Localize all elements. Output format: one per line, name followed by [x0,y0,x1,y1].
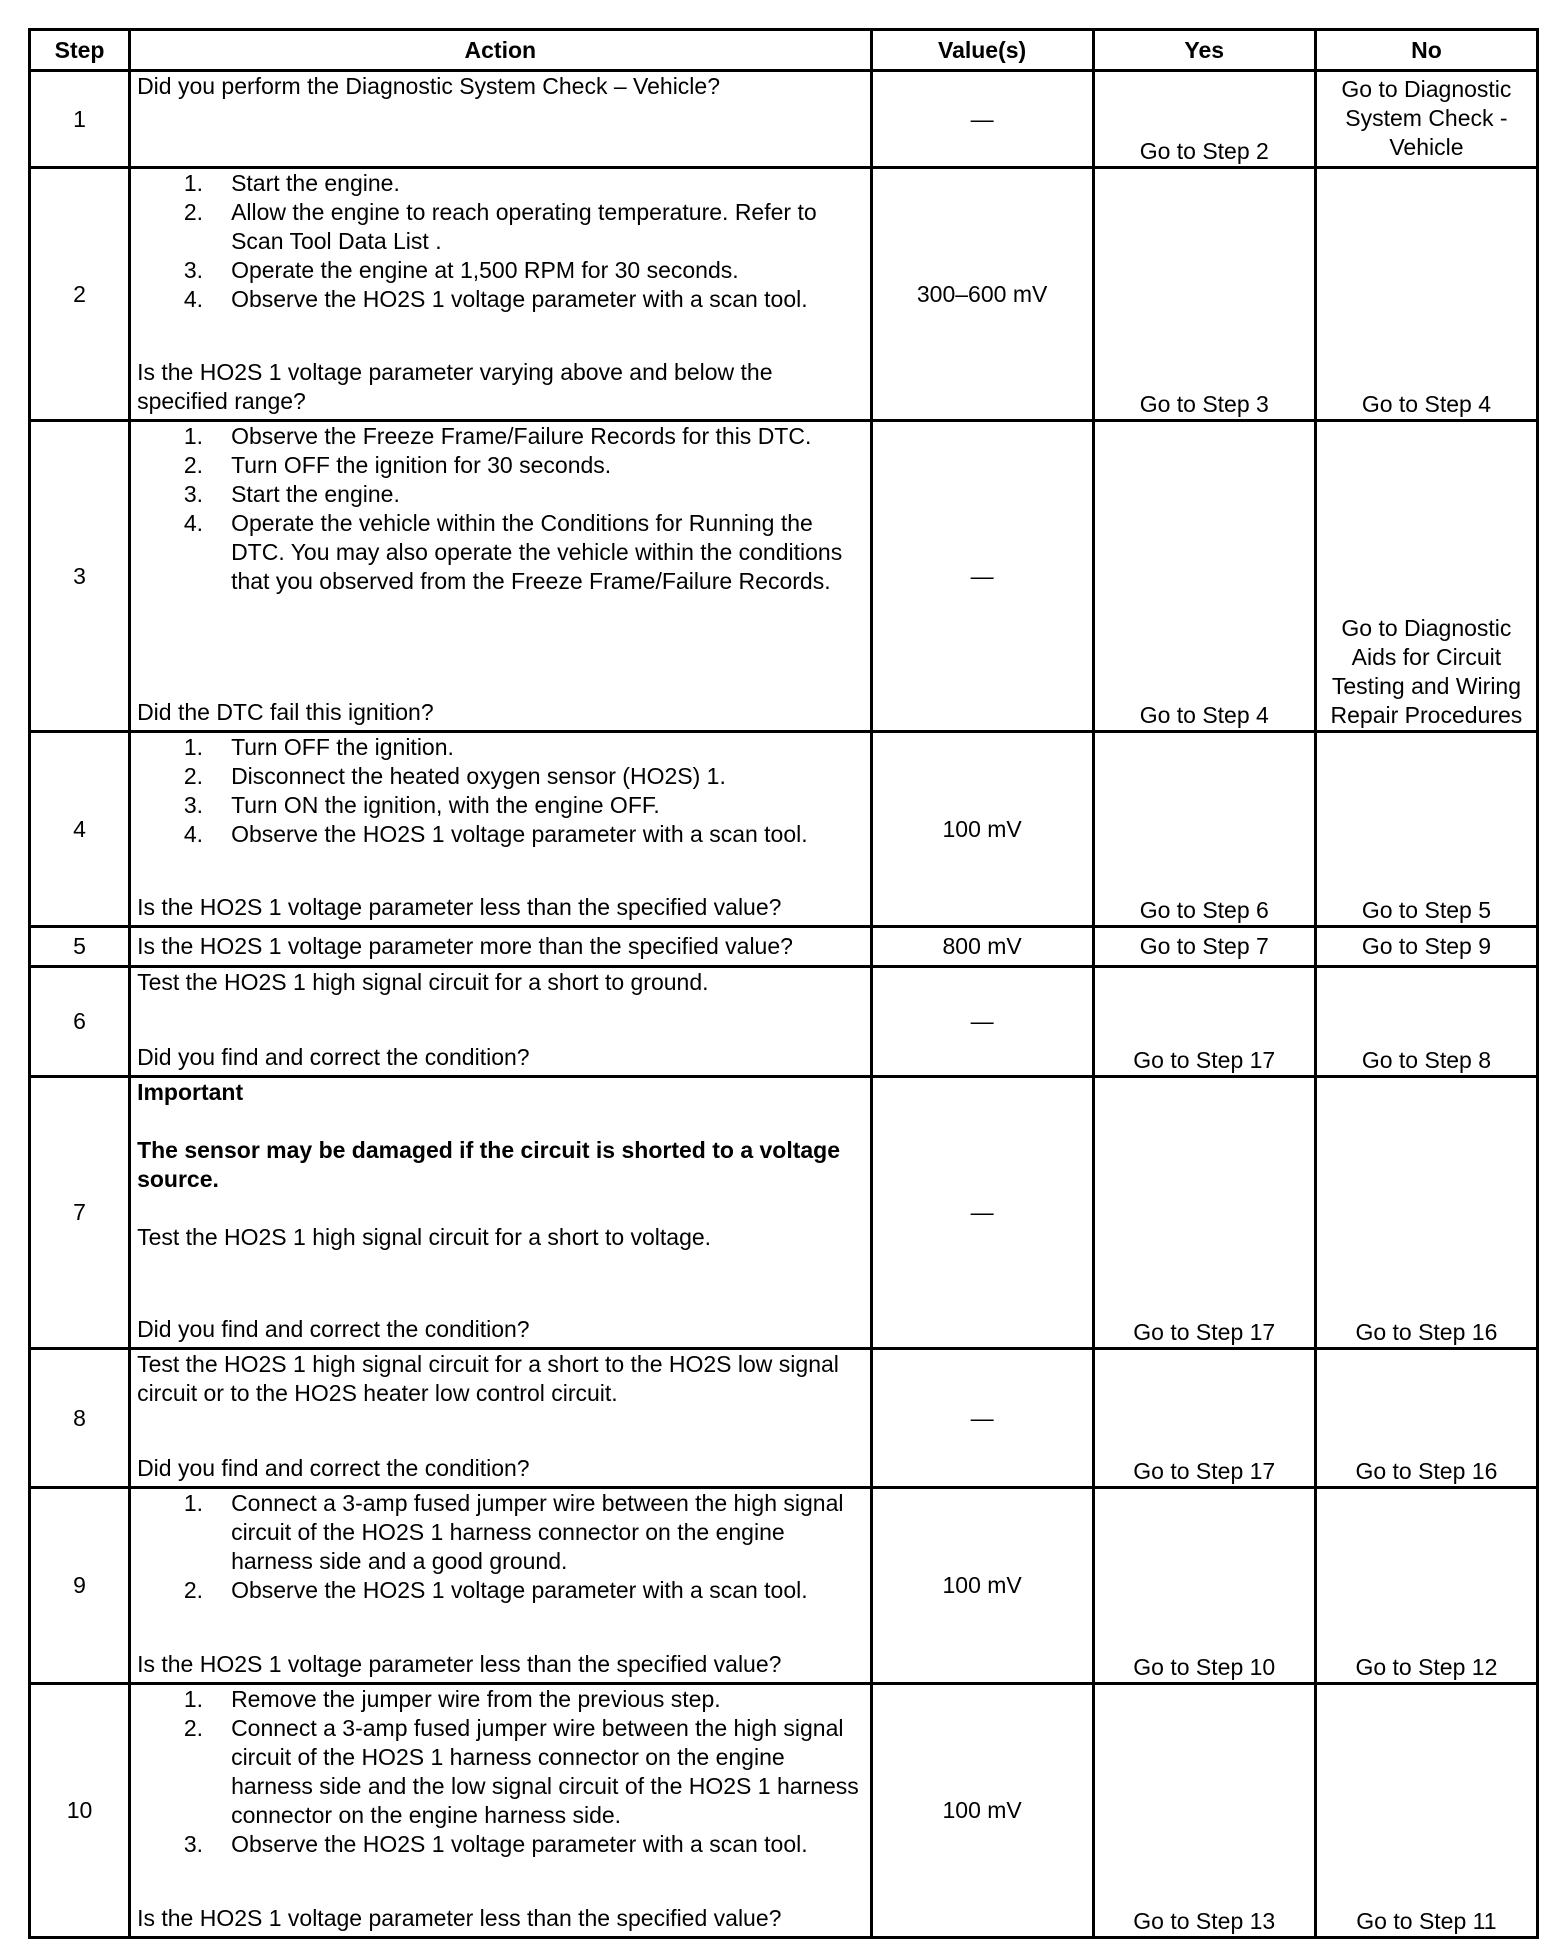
value-cell: — [871,1349,1093,1488]
procedure-list [137,733,863,849]
table-row-step-8 [30,1349,1538,1488]
value-cell: — [871,1077,1093,1349]
no-cell: Go to Step 11 [1315,1684,1537,1938]
value-cell: — [871,967,1093,1077]
important-note: The sensor may be damaged if the circuit is shorted to a voltage source. [137,1137,841,1192]
action-cell [130,1349,871,1488]
action-text: Did you perform the Diagnostic System Check – Vehicle? [137,73,721,99]
procedure-list [137,422,863,596]
value-cell: 100 mV [871,732,1093,927]
step-number: 5 [30,927,130,967]
procedure-item: 2. Connect a 3-amp fused jumper wire between the high signal circuit of the HO2S 1 harness connector on the engine harness side and the low signal circuit of the HO2S 1 harness connector on the engine harness side. [183,1715,859,1828]
yes-cell: Go to Step 4 [1093,421,1315,732]
diagnostic-table [28,28,1539,1939]
step-number: 6 [30,967,130,1077]
table-row-step-2 [30,168,1538,421]
action-question: Did you find and correct the condition? [137,1455,530,1481]
procedure-item: 3. Observe the HO2S 1 voltage parameter with a scan tool. [183,1831,808,1857]
table-row-step-7 [30,1077,1538,1349]
header-row [30,30,1538,71]
step-number: 3 [30,421,130,732]
value-cell: — [871,71,1093,168]
no-cell: Go to Diagnostic System Check - Vehicle [1315,71,1537,168]
action-question: Did the DTC fail this ignition? [137,699,434,725]
header-values: Value(s) [871,30,1093,71]
procedure-list [137,1685,863,1859]
header-no: No [1315,30,1537,71]
value-cell: 100 mV [871,1488,1093,1684]
procedure-item: 2. Disconnect the heated oxygen sensor (HO2S) 1. [183,763,726,789]
yes-cell: Go to Step 13 [1093,1684,1315,1938]
table-row-step-6 [30,967,1538,1077]
procedure-item: 1. Observe the Freeze Frame/Failure Records for this DTC. [183,423,812,449]
procedure-item: 4. Observe the HO2S 1 voltage parameter with a scan tool. [183,286,808,312]
action-cell [130,421,871,732]
table-row-step-1 [30,71,1538,168]
procedure-item: 4. Operate the vehicle within the Conditions for Running the DTC. You may also operate the vehicle within the conditions that you observed from the Freeze Frame/Failure Records. [183,510,843,594]
table-row-step-4 [30,732,1538,927]
action-text: Test the HO2S 1 high signal circuit for a short to voltage. [137,1224,712,1250]
yes-cell: Go to Step 17 [1093,1077,1315,1349]
action-text: Test the HO2S 1 high signal circuit for a short to the HO2S low signal circuit or to the HO2S heater low control circuit. [137,1351,839,1406]
step-number: 7 [30,1077,130,1349]
no-cell: Go to Step 12 [1315,1488,1537,1684]
important-label: Important [137,1079,244,1105]
procedure-item: 1. Start the engine. [183,170,400,196]
table-row-step-10 [30,1684,1538,1938]
action-cell [130,71,871,168]
procedure-item: 3. Operate the engine at 1,500 RPM for 30 seconds. [183,257,739,283]
yes-cell: Go to Step 2 [1093,71,1315,168]
value-cell: 800 mV [871,927,1093,967]
procedure-item: 2. Allow the engine to reach operating temperature. Refer to Scan Tool Data List . [183,199,817,254]
value-cell: — [871,421,1093,732]
action-question: Is the HO2S 1 voltage parameter less than the specified value? [137,1651,782,1677]
header-action: Action [130,30,871,71]
yes-cell: Go to Step 10 [1093,1488,1315,1684]
no-cell: Go to Diagnostic Aids for Circuit Testing and Wiring Repair Procedures [1315,421,1537,732]
yes-cell: Go to Step 6 [1093,732,1315,927]
no-cell: Go to Step 16 [1315,1077,1537,1349]
step-number: 10 [30,1684,130,1938]
step-number: 8 [30,1349,130,1488]
diagnostic-table-sheet [28,28,1539,1939]
procedure-list [137,1489,863,1605]
step-number: 4 [30,732,130,927]
step-number: 2 [30,168,130,421]
procedure-item: 1. Turn OFF the ignition. [183,734,454,760]
procedure-list [137,169,863,314]
step-number: 9 [30,1488,130,1684]
action-question: Did you find and correct the condition? [137,1316,530,1342]
yes-cell: Go to Step 17 [1093,967,1315,1077]
yes-cell: Go to Step 7 [1093,927,1315,967]
no-cell: Go to Step 4 [1315,168,1537,421]
procedure-item: 1. Connect a 3-amp fused jumper wire between the high signal circuit of the HO2S 1 harness connector on the engine harness side and a good ground. [183,1490,844,1574]
yes-cell: Go to Step 17 [1093,1349,1315,1488]
table-row-step-3 [30,421,1538,732]
no-cell: Go to Step 16 [1315,1349,1537,1488]
action-text: Test the HO2S 1 high signal circuit for a short to ground. [137,969,709,995]
action-cell [130,927,871,967]
action-cell [130,1488,871,1684]
no-cell: Go to Step 5 [1315,732,1537,927]
action-question: Is the HO2S 1 voltage parameter less than the specified value? [137,894,782,920]
value-cell: 300–600 mV [871,168,1093,421]
header-yes: Yes [1093,30,1315,71]
procedure-item: 1. Remove the jumper wire from the previous step. [183,1686,721,1712]
step-number: 1 [30,71,130,168]
yes-cell: Go to Step 3 [1093,168,1315,421]
action-cell [130,168,871,421]
action-question: Did you find and correct the condition? [137,1044,530,1070]
procedure-item: 3. Start the engine. [183,481,400,507]
action-question: Is the HO2S 1 voltage parameter less than the specified value? [137,1905,782,1931]
action-question: Is the HO2S 1 voltage parameter varying above and below the specified range? [137,359,773,414]
header-step: Step [30,30,130,71]
value-cell: 100 mV [871,1684,1093,1938]
no-cell: Go to Step 8 [1315,967,1537,1077]
table-row-step-9 [30,1488,1538,1684]
action-text: Is the HO2S 1 voltage parameter more than the specified value? [137,933,793,959]
procedure-item: 2. Turn OFF the ignition for 30 seconds. [183,452,612,478]
procedure-item: 4. Observe the HO2S 1 voltage parameter with a scan tool. [183,821,808,847]
procedure-item: 2. Observe the HO2S 1 voltage parameter with a scan tool. [183,1577,808,1603]
action-cell [130,732,871,927]
procedure-item: 3. Turn ON the ignition, with the engine OFF. [183,792,660,818]
action-cell [130,1077,871,1349]
table-row-step-5 [30,927,1538,967]
action-cell [130,967,871,1077]
action-cell [130,1684,871,1938]
no-cell: Go to Step 9 [1315,927,1537,967]
